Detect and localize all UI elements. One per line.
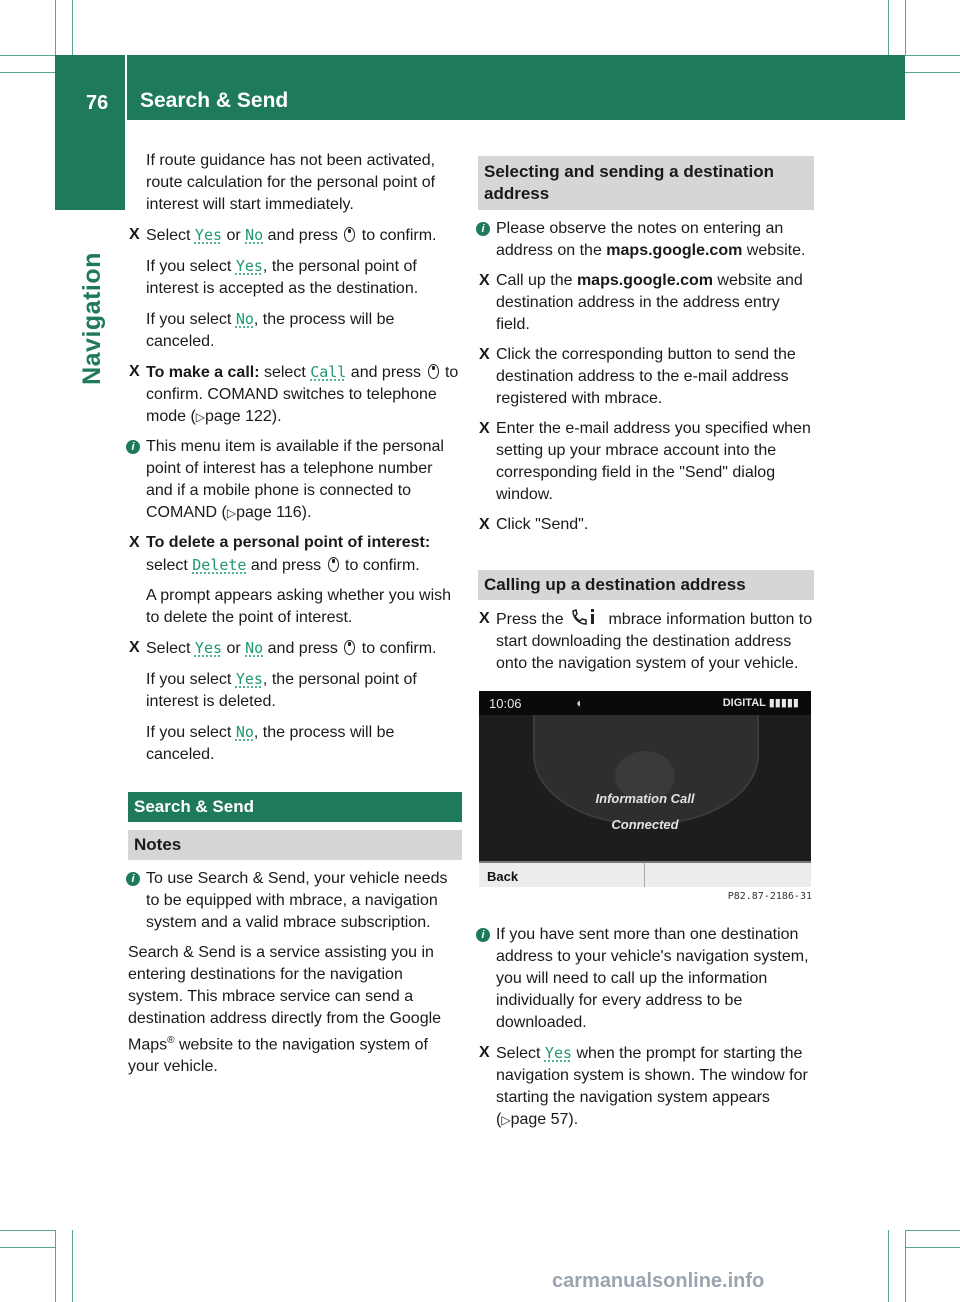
side-section-label [72,251,112,385]
display-footer [479,861,811,887]
crop-mark [55,1230,56,1302]
step-click-send-button: X Click the corresponding button to send the destination address to the e-mail address registered with mbrace. [479,346,796,407]
section-header-search-send: Search & Send [128,792,462,822]
step-select-yes-no: X Select Yes or No and press to confirm. [129,226,437,244]
menu-item-delete: Delete [192,556,247,574]
crop-mark [888,1230,889,1302]
menu-item-yes: Yes [194,226,223,244]
step-marker-icon: X [129,226,140,243]
step-marker-icon: X [129,534,140,551]
crop-mark [55,0,56,55]
result-yes: If you select Yes, the personal point of interest is deleted. [146,670,417,710]
step-select-yes: X Select Yes when the prompt for starting the navigation system is shown. The window for starting the navigation system appears (▷page 57). [479,1044,808,1128]
microphone-icon: ◖ [575,696,583,710]
section-header-calling-up: Calling up a destination address [478,570,814,600]
info-icon: i [126,872,140,886]
info-note: i If you have sent more than one destination address to your vehicle's navigation system, you will need to call up the information individually for every address to be downloaded. [478,924,814,1034]
page-title: Search & Send [140,89,289,112]
info-note: i Please observe the notes on entering an address on the maps.google.com website. [478,218,814,262]
info-note: i This menu item is available if the personal point of interest has a telephone number and if a mobile phone is connected to COMAND (▷page 116). [128,436,462,524]
intro-text: If route guidance has not been activated, route calculation for the personal point of interest will start immediately. [146,152,436,213]
step-marker-icon: X [479,610,490,627]
menu-item-yes: Yes [544,1044,573,1062]
crop-mark [72,0,73,55]
menu-item-yes: Yes [194,639,223,657]
crop-mark [888,0,889,55]
step-make-call: X To make a call: select Call and press to confirm. COMAND switches to telephone mode (▷page 122). [129,363,459,425]
menu-item-call: Call [310,363,347,381]
step-marker-icon: X [479,346,490,363]
delete-prompt-text: A prompt appears asking whether you wish to delete the point of interest. [146,587,452,626]
crop-mark [905,0,906,55]
menu-item-yes: Yes [235,670,263,688]
watermark-text: carmanualsonline.info [552,1270,765,1292]
step-select-yes-no: X Select Yes or No and press to confirm. [129,639,437,657]
info-note: i To use Search & Send, your vehicle needs to be equipped with mbrace, a navigation system and a valid mbrace subscription. [128,868,462,934]
step-marker-icon: X [479,272,490,289]
crop-mark [905,1230,906,1302]
info-icon: i [476,928,490,942]
crop-mark [0,72,55,73]
phone-info-icon [571,608,601,626]
step-marker-icon: X [479,516,490,533]
search-send-description: Search & Send is a service assisting you in entering destinations for the navigation system. This mbrace service can send a destination address directly from the Google Maps® website to the navigation system of your vehicle. [128,944,442,1076]
image-reference-code: P82.87-2186-31 [727,891,812,902]
menu-item-no: No [235,310,254,328]
step-marker-icon: X [129,639,140,656]
step-marker-icon: X [479,1044,490,1061]
display-footer-divider [644,863,645,887]
result-no: If you select No, the process will be canceled. [146,723,395,763]
crop-mark [905,72,960,73]
controller-icon [328,557,339,572]
display-signal-status: DIGITAL ▮▮▮▮▮ [722,697,799,709]
step-call-up-website: X Call up the maps.google.com website and destination address in the address entry field. [479,272,803,333]
page-number: 76 [86,92,109,114]
section-header-notes: Notes [128,830,462,860]
step-marker-icon: X [479,420,490,437]
crop-mark [905,55,960,56]
side-label-text: Navigation [77,251,106,385]
menu-item-yes: Yes [235,257,263,275]
menu-item-no: No [245,639,264,657]
info-icon: i [476,222,490,236]
side-tab [55,120,125,210]
comand-display-screenshot [479,691,811,887]
crop-mark [905,1230,960,1231]
right-column [478,150,814,1139]
crop-mark [72,1230,73,1302]
crop-mark [0,55,55,56]
page-ref-arrow-icon: ▷ [226,506,237,520]
info-icon: i [126,440,140,454]
display-line-information-call: Information Call [595,791,695,806]
result-no: If you select No, the process will be canceled. [146,310,395,350]
header-separator [125,55,127,120]
page-ref-arrow-icon: ▷ [501,1113,511,1127]
display-back-softkey: Back [487,869,519,884]
display-line-connected: Connected [611,817,679,832]
display-clock: 10:06 [489,696,522,711]
step-marker-icon: X [129,363,140,380]
crop-mark [905,1247,960,1248]
menu-item-no: No [245,226,264,244]
crop-mark [0,1230,55,1231]
controller-icon [344,227,355,242]
crop-mark [0,1247,55,1248]
controller-icon [344,640,355,655]
controller-icon [428,364,439,379]
step-click-send: X Click "Send". [478,514,814,536]
step-press-info-button: X Press the mbrace information button to start downloading the destination address onto the navigation system of your vehicle. [479,610,813,672]
step-enter-email: X Enter the e-mail address you specified when setting up your mbrace account into the corresponding field in the "Send" dialog window. [479,420,811,503]
result-yes: If you select Yes, the personal point of interest is accepted as the destination. [146,257,419,297]
section-header-selecting-sending: Selecting and sending a destination address [478,156,814,210]
step-delete-poi: X To delete a personal point of interest: select Delete and press to confirm. [129,534,431,574]
left-column [128,150,462,1086]
page-ref-arrow-icon: ▷ [195,410,206,424]
menu-item-no: No [235,723,254,741]
